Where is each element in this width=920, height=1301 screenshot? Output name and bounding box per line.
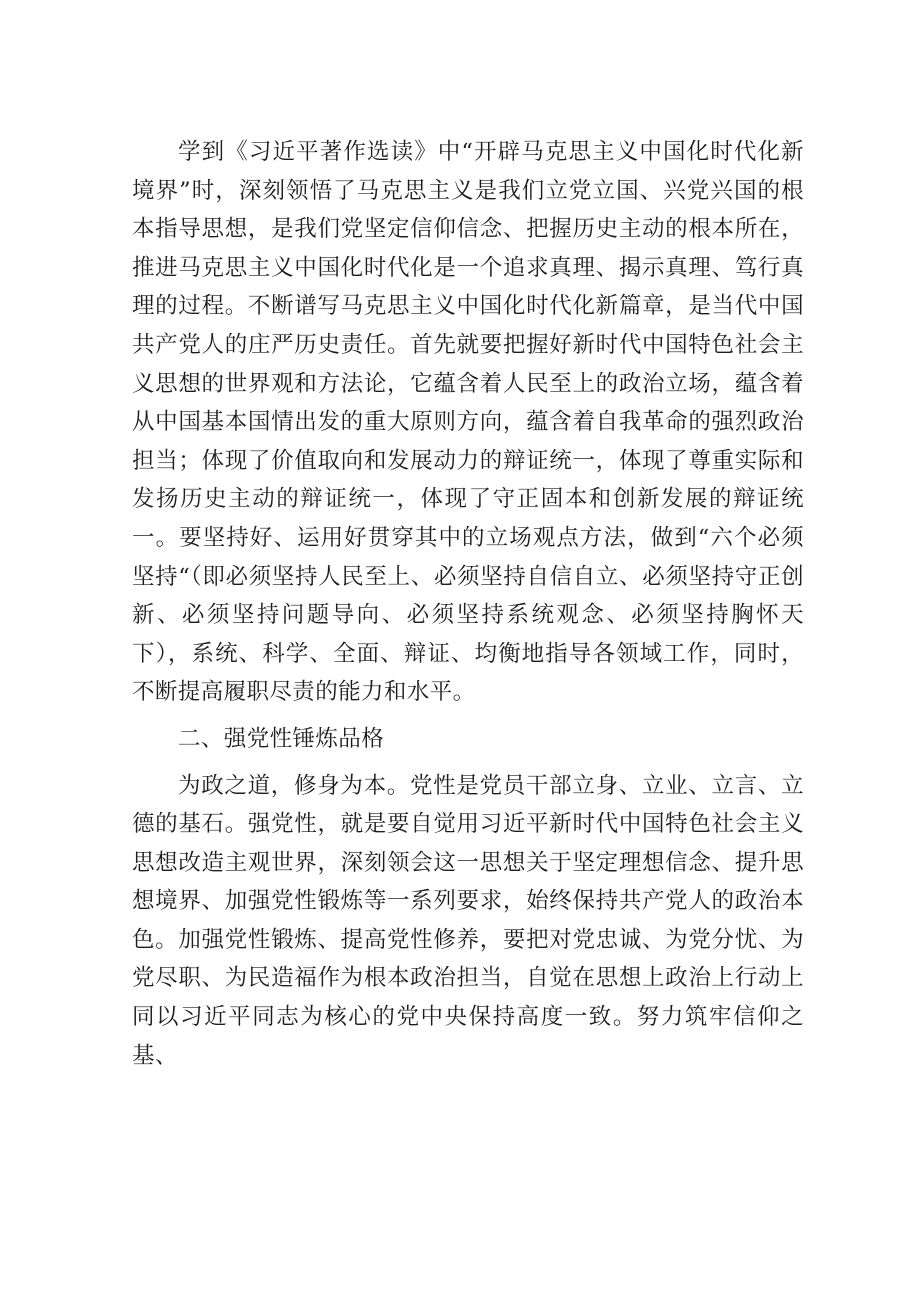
section-heading-party-spirit: 二、强党性锤炼品格 [178,725,385,752]
paragraph-study-reflection: 学到《习近平著作选读》中“开辟马克思主义中国化时代化新境界”时，深刻领悟了马克思主义是我们立党立国、兴党兴国的根本指导思想，是我们党坚定信仰信念、把握历史主动的根本所在，推进马克思主义中国化时代化是一个追求真理、揭示真理、笃行真理的过程。不断谱写马克思主义中国化时代化新篇章，是当代中国共产党人的庄严历史责任。首先就要把握好新时代中国特色社会主义思想的世界观和方法论，它蕴含着人民至上的政治立场，蕴含着从中国基本国情出发的重大原则方向，蕴含着自我革命的强烈政治担当；体现了价值取向和发展动力的辩证统一，体现了尊重实际和发扬历史主动的辩证统一，体现了守正固本和创新发展的辩证统一。要坚持好、运用好贯穿其中的立场观点方法，做到“六个必须坚持“（即必须坚持人民至上、必须坚持自信自立、必须坚持守正创新、必须坚持问题导向、必须坚持系统观念、必须坚持胸怀天下），系统、科学、全面、辩证、均衡地指导各领域工作，同时，不断提高履职尽责的能力和水平。 [132,139,804,706]
paragraph-party-spirit: 为政之道，修身为本。党性是党员干部立身、立业、立言、立德的基石。强党性，就是要自觉用习近平新时代中国特色社会主义思想改造主观世界，深刻领会这一思想关于坚定理想信念、提升思想境界、加强党性锻炼等一系列要求，始终保持共产党人的政治本色。加强党性锻炼、提高党性修养，要把对党忠诚、为党分忧、为党尽职、为民造福作为根本政治担当，自觉在思想上政治上行动上同以习近平同志为核心的党中央保持高度一致。努力筑牢信仰之基、 [132,772,804,1069]
document-body [132,133,804,1075]
